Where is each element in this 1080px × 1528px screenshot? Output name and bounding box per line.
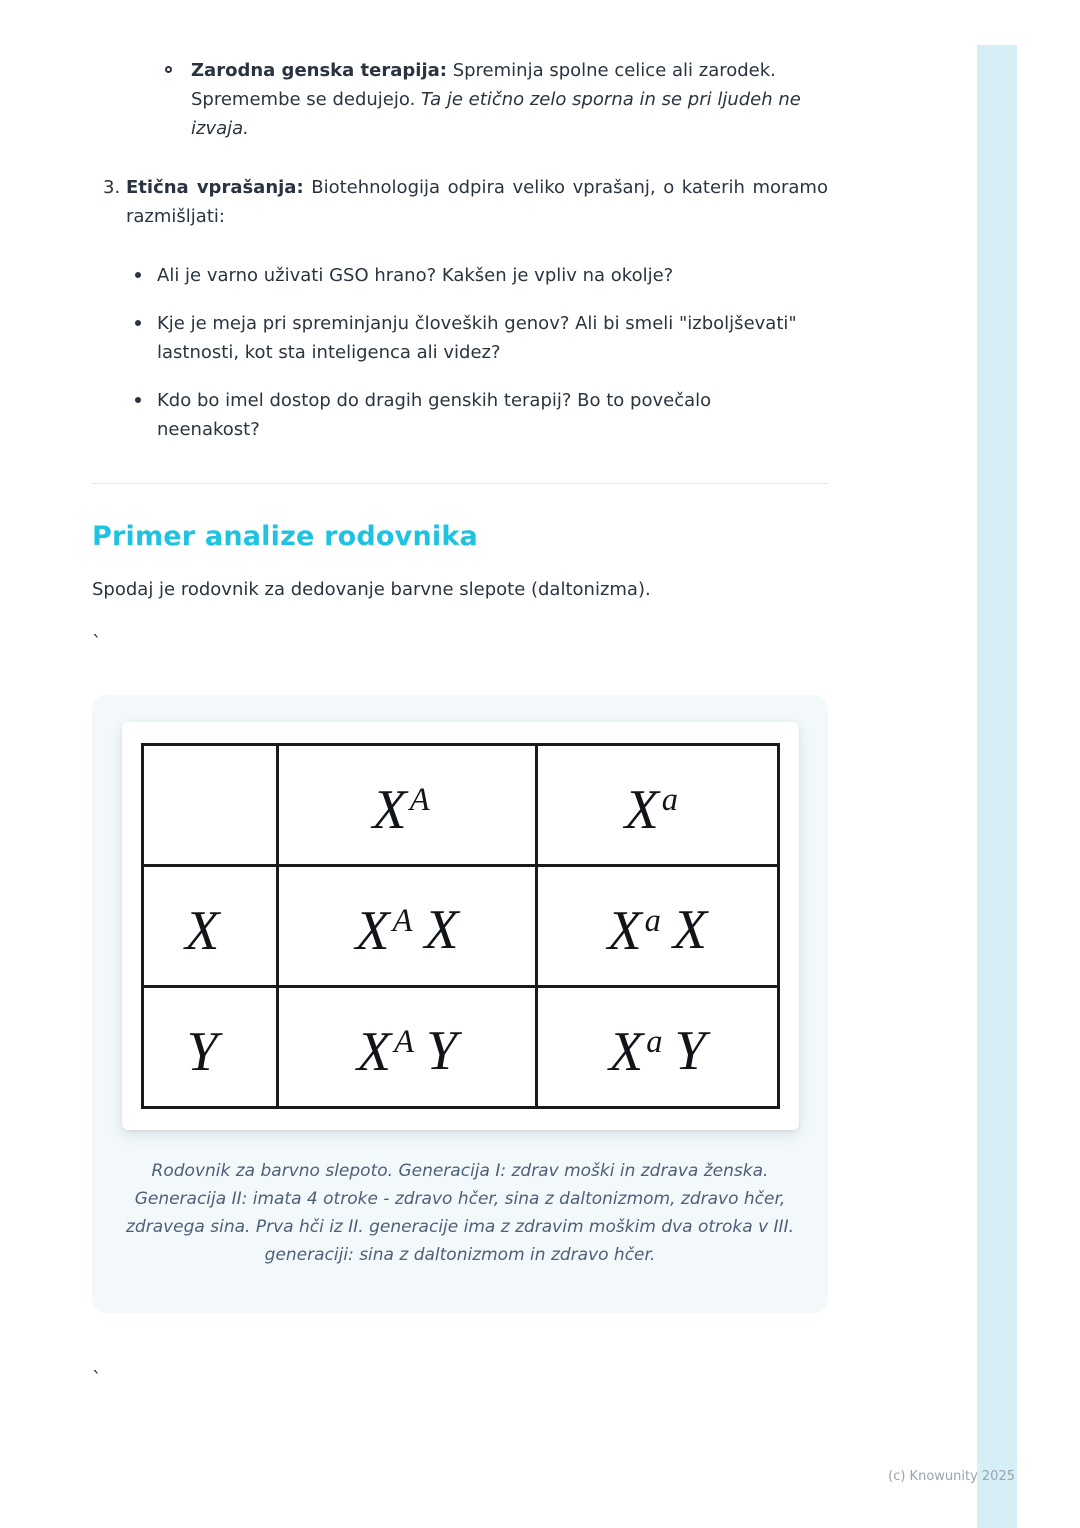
punnett-cell-XaY: $X^a$ Y (537, 987, 778, 1108)
section-heading: Primer analize rodovnika (92, 521, 478, 552)
punnett-cell-XAX: $X^A$ X (277, 866, 536, 987)
sub-bullet-bold-label: Zarodna genska terapija: (191, 60, 447, 81)
list-item (135, 261, 807, 290)
section-divider (92, 483, 828, 484)
document-content (92, 0, 828, 1389)
punnett-rowlabel-X: X (142, 866, 277, 987)
sub-list-item-text (191, 56, 830, 143)
ethics-bold-label: Etična vprašanja: (126, 177, 304, 198)
list-item-text: Kdo bo imel dostop do dragih genskih terapij? Bo to povečalo neenakost? (157, 390, 712, 440)
list-number: 3. (103, 177, 121, 198)
section-intro-text: Spodaj je rodovnik za dedovanje barvne slepote (daltonizma). (92, 579, 651, 600)
bullet-icon (135, 272, 141, 278)
sub-bullet-italic-text: Ta je etično zelo sporna in se pri ljudeh ne izvaja. (191, 89, 801, 139)
bullet-icon (135, 320, 141, 326)
circle-bullet-icon (165, 66, 172, 73)
table-row (142, 866, 778, 987)
ethics-text: Biotehnologija odpira veliko vprašanj, o katerih moramo razmišljati: (126, 177, 828, 227)
list-item-text: Kje je meja pri spreminjanju človeških genov? Ali bi smeli "izboljševati" lastnosti, kot sta inteligenca ali videz? (157, 313, 797, 363)
figure-card (92, 695, 828, 1313)
numbered-list-item (103, 173, 828, 231)
punnett-cell-XAY: $X^A$ Y (277, 987, 536, 1108)
list-item (135, 386, 807, 444)
punnett-header-Xa: $X^a$ (537, 745, 778, 866)
decorative-stripe (977, 45, 1017, 1528)
copyright-footer: (c) Knowunity 2025 (888, 1469, 1015, 1484)
list-item (135, 309, 807, 367)
punnett-rowlabel-Y: Y (142, 987, 277, 1108)
list-item-text: Ali je varno uživati GSO hrano? Kakšen je vpliv na okolje? (157, 265, 674, 286)
punnett-cell-empty (142, 745, 277, 866)
sub-list-item (165, 56, 830, 143)
stray-backtick: ` (92, 632, 102, 654)
table-row (142, 987, 778, 1108)
bullet-list (92, 261, 828, 444)
sub-bullet-normal-text: Spreminja spolne celice ali zarodek. Spremembe se dedujejo. (191, 60, 776, 110)
table-row (142, 745, 778, 866)
punnett-cell-XaX: $X^a$ X (537, 866, 778, 987)
bullet-icon (135, 397, 141, 403)
stray-backtick: ` (92, 1368, 102, 1390)
punnett-square-figure (122, 722, 799, 1130)
figure-caption: Rodovnik za barvno slepoto. Generacija I: zdrav moški in zdrava ženska. Generacija II: imata 4 otroke - zdravo hčer, sina z daltonizmom, zdravo hčer, zdravega sina. Prva hči iz II. generacije ima z zdravim moškim dva otroka v III. generaciji: sina z daltonizmom in zdravo hčer. (126, 1161, 794, 1265)
punnett-header-XA: $X^A$ (277, 745, 536, 866)
punnett-table (141, 743, 780, 1109)
numbered-item-text (126, 173, 828, 231)
